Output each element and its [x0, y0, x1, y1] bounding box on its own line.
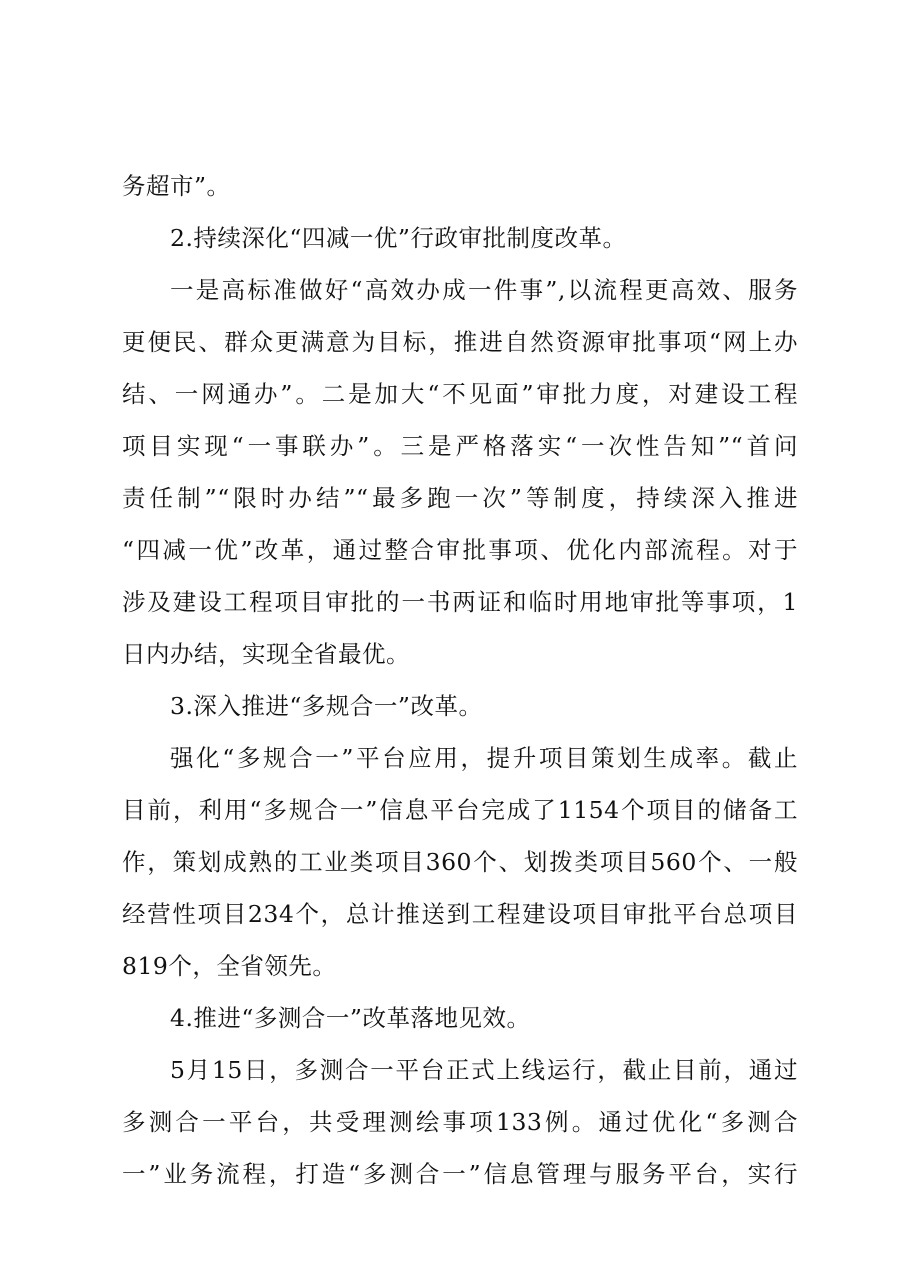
paragraph-line: 多测合一平台，共受理测绘事项133例。通过优化“多测合 [122, 1108, 798, 1136]
paragraph-line: 责任制”“限时办结”“最多跑一次”等制度，持续深入推进 [122, 484, 798, 512]
paragraph-line: 5月15日，多测合一平台正式上线运行，截止目前，通过 [170, 1056, 798, 1084]
section-heading: 4.推进“多测合一”改革落地见效。 [170, 1004, 531, 1032]
paragraph-line: 结、一网通办”。二是加大“不见面”审批力度，对建设工程 [122, 380, 798, 408]
paragraph-line: 经营性项目234个，总计推送到工程建设项目审批平台总项目 [122, 900, 798, 928]
paragraph-line: 一是高标准做好“高效办成一件事”,以流程更高效、服务 [170, 276, 798, 304]
paragraph-line: 项目实现“一事联办”。三是严格落实“一次性告知”“首问 [122, 432, 798, 460]
paragraph-line: 目前，利用“多规合一”信息平台完成了1154个项目的储备工 [122, 796, 798, 824]
paragraph-line: 强化“多规合一”平台应用，提升项目策划生成率。截止 [170, 744, 798, 772]
paragraph-line: 作，策划成熟的工业类项目360个、划拨类项目560个、一般 [122, 848, 798, 876]
paragraph-line: 涉及建设工程项目审批的一书两证和临时用地审批等事项，1 [122, 588, 798, 616]
paragraph-line: “四减一优”改革，通过整合审批事项、优化内部流程。对于 [122, 536, 798, 564]
paragraph-line: 一”业务流程，打造“多测合一”信息管理与服务平台，实行 [122, 1160, 798, 1188]
section-heading: 2.持续深化“四减一优”行政审批制度改革。 [170, 224, 627, 252]
section-heading: 3.深入推进“多规合一”改革。 [170, 692, 483, 720]
paragraph-line: 务超市”。 [122, 172, 231, 200]
paragraph-line: 更便民、群众更满意为目标，推进自然资源审批事项“网上办 [122, 328, 798, 356]
paragraph-line: 日内办结，实现全省最优。 [122, 640, 410, 668]
document-body [122, 160, 798, 1200]
paragraph-line: 819个，全省领先。 [122, 952, 337, 980]
